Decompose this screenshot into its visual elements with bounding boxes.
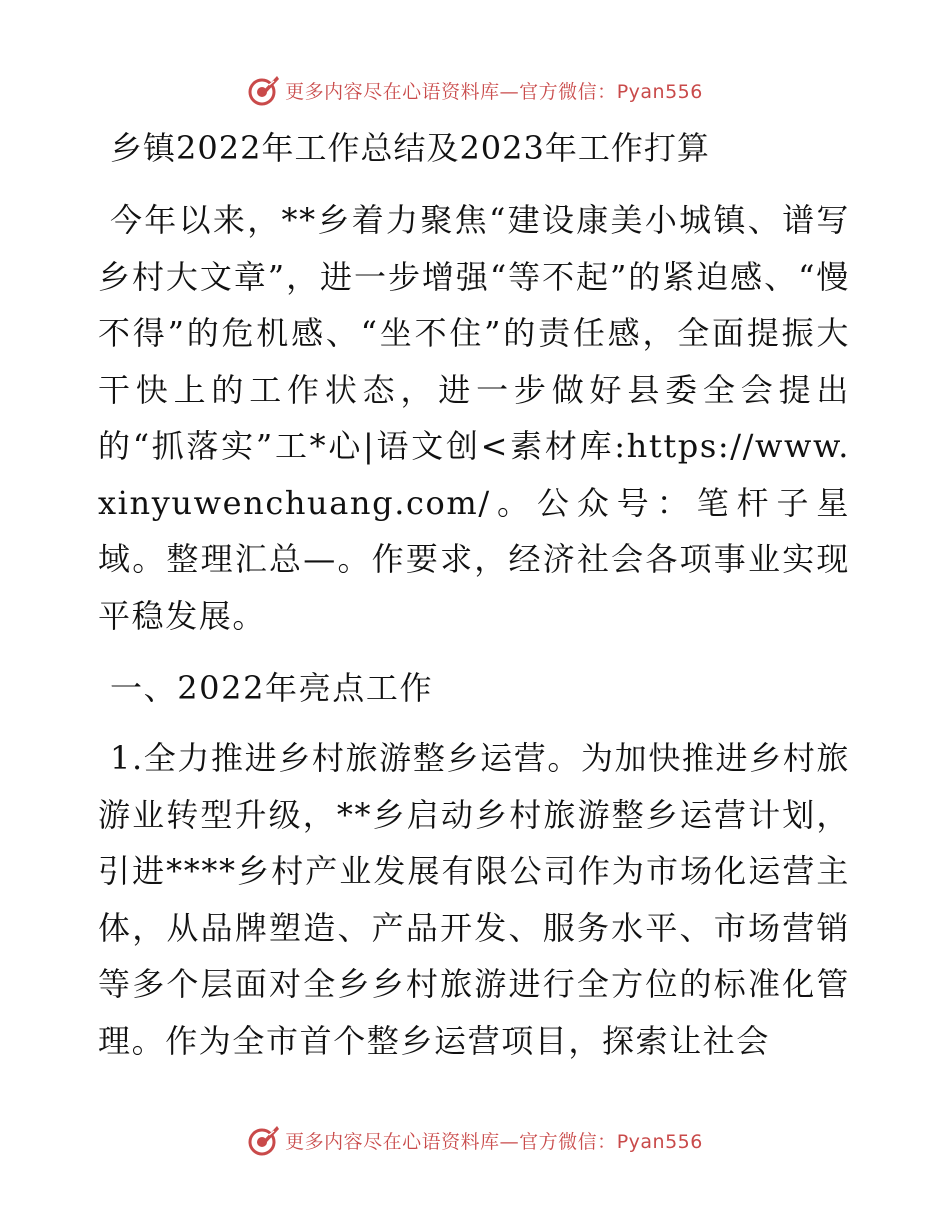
- watermark-wechat-label: 官方微信：: [519, 80, 617, 103]
- header-watermark: [0, 70, 950, 110]
- quill-pen-circle-icon: [247, 73, 281, 107]
- watermark-text: [285, 1127, 703, 1154]
- watermark-slogan: 更多内容尽在心语资料库: [285, 1130, 500, 1153]
- watermark-separator: —: [499, 1130, 520, 1153]
- watermark-text: [285, 77, 703, 104]
- intro-paragraph: 今年以来，**乡着力聚焦“建设康美小城镇、谱写乡村大文章”，进一步增强“等不起”的紧迫感、“慢不得”的危机感、“坐不住”的责任感，全面提振大干快上的工作状态，进一步做好县委全会提出的“抓落实”工*心|语文创<素材库:https://www.xinyuwenchuang.com/。公众号：笔杆子星域。整理汇总—。作要求，经济社会各项事业实现平稳发展。: [98, 201, 850, 635]
- quill-pen-circle-icon: [247, 1123, 281, 1157]
- watermark-slogan: 更多内容尽在心语资料库: [285, 80, 500, 103]
- watermark-wechat-id: Pyan556: [616, 1130, 703, 1153]
- item-1-paragraph: 1.全力推进乡村旅游整乡运营。为加快推进乡村旅游业转型升级，**乡启动乡村旅游整乡运营计划，引进****乡村产业发展有限公司作为市场化运营主体，从品牌塑造、产品开发、服务水平、市场营销等多个层面对全乡乡村旅游进行全方位的标准化管理。作为全市首个整乡运营项目，探索让社会: [98, 739, 850, 1060]
- watermark-wechat-id: Pyan556: [616, 80, 703, 103]
- section-heading: 一、2022年亮点工作: [110, 669, 434, 707]
- footer-watermark: [0, 1120, 950, 1160]
- document-title: 乡镇2022年工作总结及2023年工作打算: [110, 129, 710, 167]
- document-body: [98, 120, 850, 1069]
- watermark-wechat-label: 官方微信：: [519, 1130, 617, 1153]
- watermark-separator: —: [499, 80, 520, 103]
